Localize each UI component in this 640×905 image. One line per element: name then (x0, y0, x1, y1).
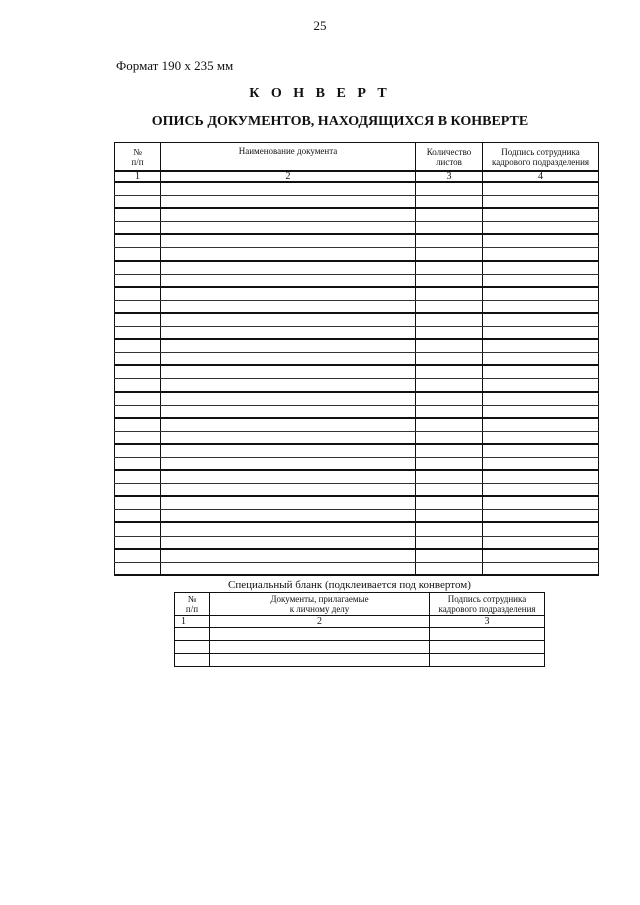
blank-row (115, 313, 599, 327)
blank-cell (483, 562, 599, 575)
column-number: 3 (430, 616, 545, 628)
blank-row (115, 549, 599, 563)
blank-cell (175, 641, 210, 654)
blank-cell (115, 274, 161, 287)
header-number: № п/п (115, 143, 161, 172)
blank-cell (483, 549, 599, 563)
special-form-table (174, 592, 545, 667)
blank-cell (483, 182, 599, 196)
blank-row (115, 222, 599, 235)
blank-cell (483, 248, 599, 261)
blank-cell (416, 313, 483, 327)
blank-row (175, 654, 545, 667)
inventory-header-row (115, 143, 599, 172)
column-number-row (175, 616, 545, 628)
blank-cell (416, 353, 483, 366)
blank-cell (161, 510, 416, 523)
blank-cell (430, 641, 545, 654)
blank-cell (483, 522, 599, 536)
blank-cell (115, 536, 161, 549)
blank-row (115, 339, 599, 353)
header-number: № п/п (175, 593, 210, 616)
blank-cell (115, 510, 161, 523)
header-sheet-count: Количество листов (416, 143, 483, 172)
blank-cell (483, 339, 599, 353)
blank-cell (161, 300, 416, 313)
blank-cell (483, 536, 599, 549)
blank-cell (115, 234, 161, 248)
blank-cell (115, 222, 161, 235)
blank-cell (161, 222, 416, 235)
blank-row (115, 496, 599, 510)
blank-cell (483, 418, 599, 432)
blank-cell (161, 261, 416, 275)
header-attached-documents: Документы, прилагаемые к личному делу (210, 593, 430, 616)
blank-row (115, 196, 599, 209)
blank-row (175, 628, 545, 641)
blank-cell (115, 313, 161, 327)
blank-cell (483, 405, 599, 418)
blank-cell (115, 418, 161, 432)
blank-cell (483, 457, 599, 470)
format-note: Формат 190 х 235 мм (116, 58, 234, 73)
blank-cell (161, 234, 416, 248)
blank-row (115, 234, 599, 248)
blank-row (115, 431, 599, 444)
blank-cell (483, 261, 599, 275)
blank-cell (416, 234, 483, 248)
blank-cell (115, 365, 161, 379)
blank-cell (115, 444, 161, 458)
column-number: 4 (483, 171, 599, 182)
blank-cell (416, 196, 483, 209)
blank-row (115, 300, 599, 313)
blank-cell (161, 418, 416, 432)
blank-row (115, 470, 599, 484)
blank-cell (416, 365, 483, 379)
blank-cell (430, 654, 545, 667)
column-number: 2 (161, 171, 416, 182)
blank-cell (416, 536, 483, 549)
blank-cell (115, 549, 161, 563)
blank-cell (483, 431, 599, 444)
blank-cell (161, 339, 416, 353)
blank-cell (115, 353, 161, 366)
blank-cell (416, 274, 483, 287)
blank-cell (115, 208, 161, 222)
blank-cell (115, 287, 161, 301)
blank-cell (483, 287, 599, 301)
blank-cell (161, 248, 416, 261)
blank-cell (210, 641, 430, 654)
blank-cell (483, 208, 599, 222)
blank-cell (115, 248, 161, 261)
blank-cell (210, 654, 430, 667)
column-number: 1 (175, 616, 210, 628)
blank-cell (483, 222, 599, 235)
blank-cell (161, 392, 416, 406)
blank-cell (483, 379, 599, 392)
special-form-caption: Специальный бланк (подклеивается под конвертом) (228, 579, 471, 591)
blank-cell (483, 444, 599, 458)
blank-cell (483, 234, 599, 248)
column-number: 2 (210, 616, 430, 628)
blank-row (115, 182, 599, 196)
blank-row (115, 418, 599, 432)
blank-cell (416, 510, 483, 523)
blank-cell (161, 549, 416, 563)
blank-cell (483, 365, 599, 379)
document-subtitle: ОПИСЬ ДОКУМЕНТОВ, НАХОДЯЩИХСЯ В КОНВЕРТЕ (151, 114, 529, 129)
blank-cell (115, 379, 161, 392)
blank-cell (115, 484, 161, 497)
blank-cell (115, 496, 161, 510)
blank-cell (115, 339, 161, 353)
header-signature: Подпись сотрудника кадрового подразделения (483, 143, 599, 172)
blank-cell (161, 274, 416, 287)
blank-cell (161, 496, 416, 510)
blank-row (115, 392, 599, 406)
page-number: 25 (313, 18, 327, 33)
blank-cell (161, 536, 416, 549)
blank-cell (416, 470, 483, 484)
blank-cell (483, 274, 599, 287)
blank-cell (416, 182, 483, 196)
blank-row (115, 274, 599, 287)
blank-cell (483, 313, 599, 327)
blank-cell (161, 196, 416, 209)
blank-row (115, 365, 599, 379)
inventory-table (114, 142, 599, 576)
blank-cell (175, 628, 210, 641)
blank-row (115, 484, 599, 497)
blank-cell (161, 457, 416, 470)
blank-cell (483, 392, 599, 406)
blank-cell (115, 392, 161, 406)
blank-cell (115, 522, 161, 536)
blank-row (115, 379, 599, 392)
blank-row (115, 353, 599, 366)
blank-cell (161, 522, 416, 536)
blank-cell (416, 379, 483, 392)
blank-row (115, 562, 599, 575)
blank-cell (416, 261, 483, 275)
blank-cell (115, 261, 161, 275)
blank-cell (416, 405, 483, 418)
blank-row (115, 405, 599, 418)
blank-cell (161, 405, 416, 418)
blank-cell (483, 327, 599, 340)
blank-cell (161, 208, 416, 222)
blank-cell (161, 484, 416, 497)
blank-row (115, 208, 599, 222)
blank-cell (161, 327, 416, 340)
document-title: К О Н В Е Р Т (249, 86, 391, 101)
blank-cell (161, 287, 416, 301)
column-number-row (115, 171, 599, 182)
blank-cell (483, 470, 599, 484)
blank-row (115, 261, 599, 275)
blank-cell (430, 628, 545, 641)
blank-row (115, 444, 599, 458)
blank-cell (115, 470, 161, 484)
blank-cell (161, 182, 416, 196)
blank-cell (115, 457, 161, 470)
blank-cell (161, 313, 416, 327)
header-document-name: Наименование документа (161, 143, 416, 172)
blank-cell (161, 444, 416, 458)
blank-cell (416, 339, 483, 353)
blank-cell (161, 379, 416, 392)
special-header-row (175, 593, 545, 616)
blank-cell (416, 300, 483, 313)
blank-cell (161, 353, 416, 366)
blank-cell (161, 470, 416, 484)
column-number: 1 (115, 171, 161, 182)
blank-cell (416, 208, 483, 222)
blank-cell (210, 628, 430, 641)
blank-cell (115, 431, 161, 444)
blank-row (115, 287, 599, 301)
blank-cell (416, 484, 483, 497)
blank-cell (175, 654, 210, 667)
blank-row (115, 248, 599, 261)
blank-cell (161, 562, 416, 575)
blank-cell (416, 287, 483, 301)
blank-cell (161, 365, 416, 379)
blank-cell (416, 549, 483, 563)
blank-cell (416, 522, 483, 536)
blank-cell (416, 496, 483, 510)
blank-cell (115, 405, 161, 418)
blank-row (115, 522, 599, 536)
blank-cell (416, 222, 483, 235)
blank-cell (483, 196, 599, 209)
blank-cell (416, 431, 483, 444)
blank-row (115, 536, 599, 549)
blank-row (115, 457, 599, 470)
blank-cell (483, 484, 599, 497)
blank-cell (483, 496, 599, 510)
blank-cell (416, 457, 483, 470)
blank-cell (416, 444, 483, 458)
blank-cell (416, 562, 483, 575)
column-number: 3 (416, 171, 483, 182)
header-signature: Подпись сотрудника кадрового подразделения (430, 593, 545, 616)
blank-cell (115, 327, 161, 340)
blank-cell (115, 182, 161, 196)
blank-cell (416, 248, 483, 261)
blank-row (115, 510, 599, 523)
blank-row (115, 327, 599, 340)
blank-cell (483, 510, 599, 523)
blank-cell (115, 196, 161, 209)
blank-cell (115, 562, 161, 575)
blank-cell (161, 431, 416, 444)
blank-row (175, 641, 545, 654)
blank-cell (416, 392, 483, 406)
blank-cell (483, 353, 599, 366)
blank-cell (416, 327, 483, 340)
blank-cell (416, 418, 483, 432)
blank-cell (483, 300, 599, 313)
blank-cell (115, 300, 161, 313)
